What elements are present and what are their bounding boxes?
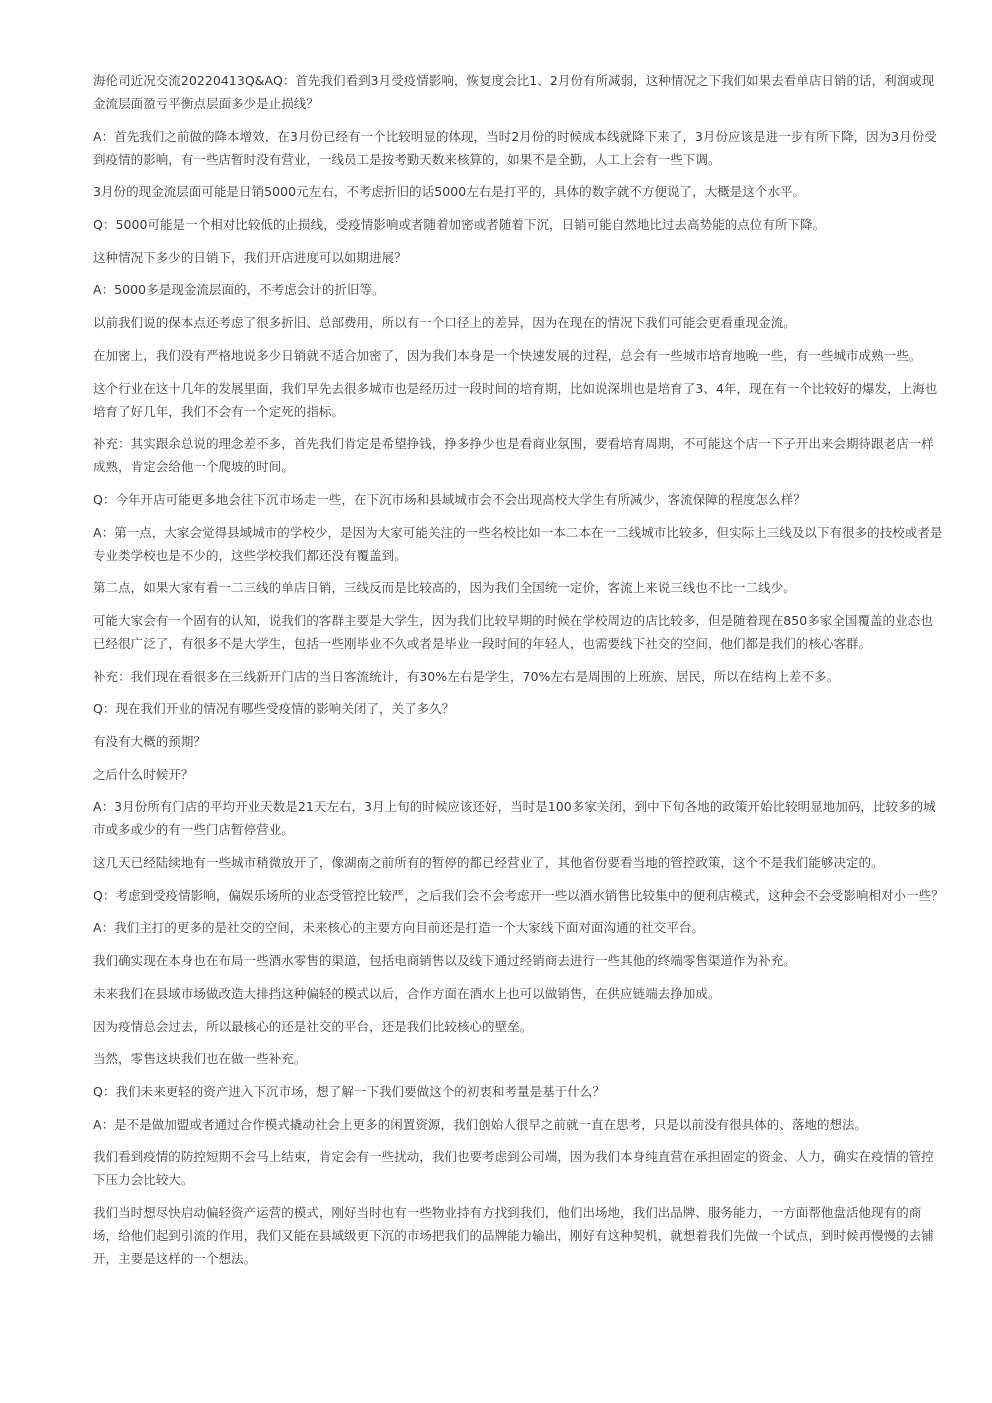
paragraph-supplement: 补充：其实跟余总说的理念差不多，首先我们肯定是希望挣钱，挣多挣少也是看商业氛围，要看培育周期，不可能这个店一下子开出来会期待跟老店一样成熟，肯定会给他一个爬坡的时间。 xyxy=(93,436,934,475)
paragraph-text: 这种情况下多少的日销下，我们开店进度可以如期进展？ xyxy=(93,249,407,265)
paragraph-answer: A：是不是做加盟或者通过合作模式撬动社会上更多的闲置资源，我们创始人很早之前就一直在思考，只是以前没有很具体的、落地的想法。 xyxy=(93,1116,868,1132)
paragraph-question: Q：今年开店可能更多地会往下沉市场走一些，在下沉市场和县域城市会不会出现高校大学生有所减少，客流保障的程度怎么样？ xyxy=(93,491,806,507)
paragraph-text: 第二点，如果大家有看一二三线的单店日销，三线反而是比较高的，因为我们全国统一定价，客流上来说三线也不比一二线少。 xyxy=(93,580,796,596)
paragraph-text: 这个行业在这十几年的发展里面，我们早先去很多城市也是经历过一段时间的培育期，比如说深圳也是培育了3、4年，现在有一个比较好的爆发，上海也培育了好几年，我们不会有一个定死的指标。 xyxy=(93,380,938,419)
paragraph-question: Q：我们未来更轻的资产进入下沉市场，想了解一下我们要做这个的初衷和考量是基于什么？ xyxy=(93,1083,605,1099)
paragraph-text: 当然，零售这块我们也在做一些补充。 xyxy=(93,1051,307,1067)
paragraph-answer: A：3月份所有门店的平均开业天数是21天左右，3月上旬的时候应该还好，当时是100多家关闭，到中下旬各地的政策开始比较明显地加码，比较多的城市或多或少的有一些门店暂停营业。 xyxy=(93,799,936,838)
paragraph-text: 以前我们说的保本点还考虑了很多折旧、总部费用，所以有一个口径上的差异，因为在现在的情况下我们可能会更看重现金流。 xyxy=(93,315,796,331)
paragraph-text: 我们确实现在本身也在布局一些酒水零售的渠道，包括电商销售以及线下通过经销商去进行一些其他的终端零售渠道作为补充。 xyxy=(93,953,796,969)
paragraph-answer: A：第一点，大家会觉得县域城市的学校少，是因为大家可能关注的一些名校比如一本二本在一二线城市比较多，但实际上三线及以下有很多的技校或者是专业类学校也是不少的，这些学校我们都还没有覆盖到。 xyxy=(93,524,943,563)
paragraph-question: Q：现在我们开业的情况有哪些受疫情的影响关闭了，关了多久？ xyxy=(93,701,455,717)
paragraph-text: 因为疫情总会过去，所以最核心的还是社交的平台，还是我们比较核心的壁垒。 xyxy=(93,1018,533,1034)
paragraph-text: 未来我们在县域市场做改造大排挡这种偏轻的模式以后，合作方面在酒水上也可以做销售，在供应链端去挣加成。 xyxy=(93,985,721,1001)
paragraph-answer: A：首先我们之前做的降本增效，在3月份已经有一个比较明显的体现，当时2月份的时候成本线就降下来了，3月份应该是进一步有所下降，因为3月份受到疫情的影响，有一些店暂时没有营业，一线员工是按考勤天数来核算的，如果不是全勤，人工上会有一些下调。 xyxy=(93,128,937,167)
paragraph-question: Q：考虑到受疫情影响，偏娱乐场所的业态受管控比较严，之后我们会不会考虑开一些以酒水销售比较集中的便利店模式，这种会不会受影响相对小一些？ xyxy=(93,887,944,903)
paragraph-text: 3月份的现金流层面可能是日销5000元左右，不考虑折旧的话5000左右是打平的，具体的数字就不方便说了，大概是这个水平。 xyxy=(93,184,806,200)
paragraph-text: 在加密上，我们没有严格地说多少日销就不适合加密了，因为我们本身是一个快速发展的过程，总会有一些城市培育地晚一些，有一些城市成熟一些。 xyxy=(93,347,922,363)
paragraph-question: Q：5000可能是一个相对比较低的止损线，受疫情影响或者随着加密或者随着下沉，日销可能自然地比过去高势能的点位有所下降。 xyxy=(93,217,826,233)
paragraph-answer: A：我们主打的更多的是社交的空间，未来核心的主要方向目前还是打造一个大家线下面对面沟通的社交平台。 xyxy=(93,920,705,936)
paragraph-text: 我们当时想尽快启动偏轻资产运营的模式，刚好当时也有一些物业持有方找到我们，他们出场地，我们出品牌、服务能力，一方面帮他盘活他现有的商场，给他们起到引流的作用，我们又能在县域级更下沉的市场把我们的品牌能力输出，刚好有这种契机，就想着我们先做一个试点，到时候再慢慢的去铺开，主要是这样的一个想法。 xyxy=(93,1204,934,1266)
paragraph-text: 我们看到疫情的防控短期不会马上结束，肯定会有一些扰动，我们也要考虑到公司端，因为我们本身纯直营在承担固定的资金、人力，确实在疫情的管控下压力会比较大。 xyxy=(93,1149,934,1188)
paragraph-text: 可能大家会有一个固有的认知，说我们的客群主要是大学生，因为我们比较早期的时候在学校周边的店比较多，但是随着现在850多家全国覆盖的业态也已经很广泛了，有很多不是大学生，包括一些刚毕业不久或者是毕业一段时间的年轻人，也需要线下社交的空间，他们都是我们的核心客群。 xyxy=(93,612,933,651)
document-body xyxy=(93,69,945,1280)
paragraph-text: 之后什么时候开？ xyxy=(93,766,194,782)
paragraph-text: 有没有大概的预期？ xyxy=(93,734,206,749)
paragraph-intro-question: 海伦司近况交流20220413Q&AQ：首先我们看到3月受疫情影响，恢复度会比1、2月份有所减弱，这种情况之下我们如果去看单店日销的话，利润或现金流层面盈亏平衡点层面多少是止损线？ xyxy=(93,73,935,111)
paragraph-answer: A：5000多是现金流层面的，不考虑会计的折旧等。 xyxy=(93,282,385,298)
paragraph-text: 这几天已经陆续地有一些城市稍微放开了，像湖南之前所有的暂停的都已经营业了，其他省份要看当地的管控政策，这个不是我们能够决定的。 xyxy=(93,855,884,871)
paragraph-supplement: 补充：我们现在看很多在三线新开门店的当日客流统计，有30%左右是学生，70%左右是周围的上班族、居民，所以在结构上差不多。 xyxy=(93,668,840,684)
